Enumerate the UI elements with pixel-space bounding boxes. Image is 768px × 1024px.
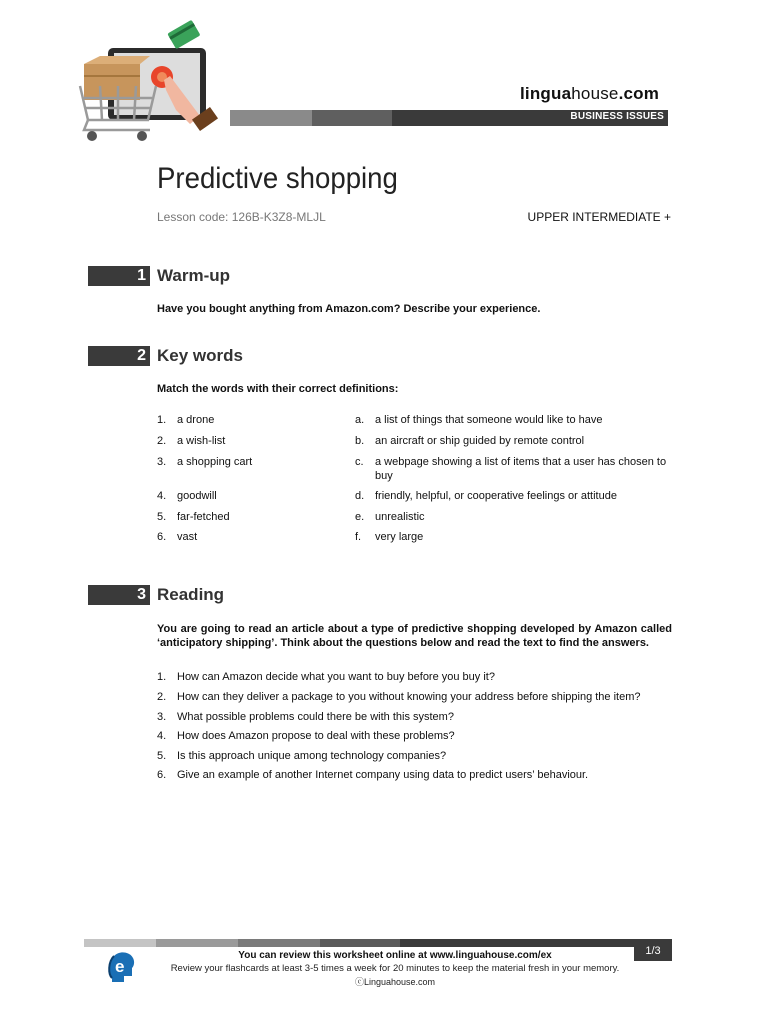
lesson-code: Lesson code: 126B-K3Z8-MLJL [157, 210, 326, 224]
definition-item: a. a list of things that someone would like to have [355, 414, 603, 426]
word-item: 5. far-fetched [157, 511, 230, 523]
definition-item: f. very large [355, 531, 424, 543]
section-3-title: Reading [157, 585, 225, 604]
footer-bar [84, 939, 672, 947]
definition-item: d. friendly, helpful, or cooperative feelings or attitude [355, 490, 617, 502]
section-3-paragraph: You are going to read an article about a type of predictive shopping developed by Amazon called ‘anticipatory shipping’. Think about the questions below and read the text to find the answers. [157, 623, 672, 649]
section-2-title: Key words [157, 346, 243, 365]
header-bar [230, 110, 668, 126]
word-item: 6. vast [157, 531, 198, 543]
section-1-title: Warm-up [157, 266, 231, 285]
section-2-instruction: Match the words with their correct definitions: [157, 383, 399, 395]
page-number: 1/3 [634, 942, 672, 961]
definition-item: b. an aircraft or ship guided by remote control [355, 435, 585, 447]
word-item: 3. a shopping cart [157, 456, 253, 468]
page-title: Predictive shopping [157, 162, 398, 195]
section-1-number-bar: 1 [88, 266, 150, 286]
section-1-instruction: Have you bought anything from Amazon.com? Describe your experience. [157, 303, 541, 315]
section-2-number-bar: 2 [88, 346, 150, 366]
shopping-cart-tablet-illustration [78, 20, 228, 145]
question-item: 5. Is this approach unique among technology companies? [157, 750, 447, 762]
brand-bold: lingua [520, 84, 572, 103]
question-item: 1. How can Amazon decide what you want to buy before you buy it? [157, 671, 495, 683]
brand-logo [520, 84, 659, 104]
footer-review-online: You can review this worksheet online at www.linguahouse.com/ex [238, 950, 552, 961]
footer-flashcards-note: Review your flashcards at least 3-5 times a week for 20 minutes to keep the material fresh in your memory. [170, 963, 620, 974]
question-item: 6. Give an example of another Internet company using data to predict users’ behaviour. [157, 769, 589, 781]
brand-tld: .com [618, 84, 660, 103]
definition-item: c. a webpage showing a list of items that a user has chosen to buy [355, 456, 667, 482]
word-item: 1. a drone [157, 414, 215, 426]
question-item: 4. How does Amazon propose to deal with these problems? [157, 730, 455, 742]
footer-copyright: ⓒLinguahouse.com [354, 977, 436, 987]
brand-rest: house [571, 84, 619, 103]
section-3-number-bar: 3 [88, 585, 150, 605]
word-item: 4. goodwill [157, 490, 217, 502]
question-item: 3. What possible problems could there be with this system? [157, 711, 454, 723]
svg-text:e: e [115, 957, 125, 976]
category-label: BUSINESS ISSUES [570, 111, 664, 122]
question-item: 2. How can they deliver a package to you without knowing your address before shipping the item? [157, 691, 641, 703]
definition-item: e. unrealistic [355, 511, 425, 523]
word-item: 2. a wish-list [157, 435, 226, 447]
level-label: UPPER INTERMEDIATE + [527, 210, 671, 224]
